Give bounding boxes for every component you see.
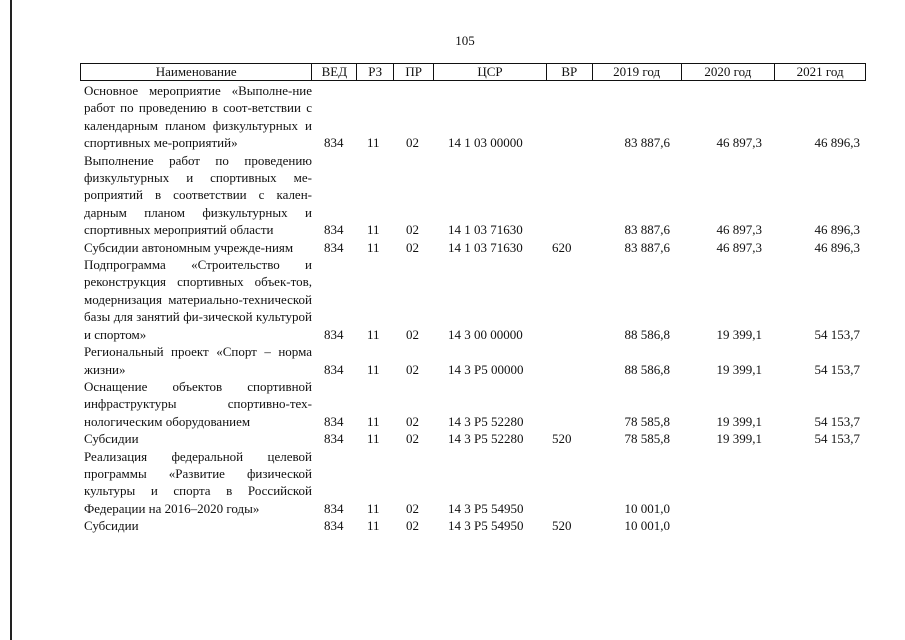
row-csr: 14 3 P5 52280	[448, 431, 524, 447]
table-row	[80, 152, 866, 239]
header-2021: 2021 год	[796, 64, 844, 79]
row-rz: 11	[367, 135, 380, 151]
row-ved: 834	[324, 361, 344, 377]
row-2020: 46 897,3	[716, 222, 762, 238]
row-pr: 02	[406, 431, 419, 447]
header-2019: 2019 год	[593, 64, 682, 80]
row-2019: 88 586,8	[624, 361, 670, 377]
table-row	[80, 239, 866, 256]
row-rz: 11	[367, 326, 380, 342]
row-2019: 83 887,6	[624, 135, 670, 151]
row-csr: 14 3 P5 54950	[448, 518, 524, 534]
row-pr: 02	[406, 500, 419, 516]
row-csr: 14 3 00 00000	[448, 326, 523, 342]
row-name: Подпрограмма «Строительство и реконструкция спортивных объек-тов, модернизация материально-технической базы для занятий фи-зической культурой и спортом»	[84, 257, 312, 342]
row-rz: 11	[367, 222, 380, 238]
row-pr: 02	[406, 326, 419, 342]
row-name: Основное мероприятие «Выполне-ние работ по проведению в соот-ветствии с календарным планом физкультурных и спортивных ме-роприятий»	[84, 83, 312, 151]
header-vr: ВР	[547, 64, 593, 80]
table-row	[80, 378, 866, 430]
table-body	[80, 82, 866, 535]
row-csr: 14 1 03 71630	[448, 222, 523, 238]
row-rz: 11	[367, 431, 380, 447]
row-2020: 46 897,3	[716, 135, 762, 151]
row-2021: 46 896,3	[814, 222, 860, 238]
row-name: Оснащение объектов спортивной инфраструктуры спортивно-тех-нологическим оборудованием	[84, 378, 312, 429]
row-name: Субсидии	[84, 518, 139, 534]
row-2019: 10 001,0	[624, 500, 670, 516]
table-row	[80, 517, 866, 534]
row-ved: 834	[324, 326, 344, 342]
header-pr: ПР	[394, 64, 434, 80]
header-csr: ЦСР	[434, 64, 547, 80]
row-pr: 02	[406, 518, 419, 534]
row-csr: 14 1 03 00000	[448, 135, 523, 151]
row-2019: 83 887,6	[624, 239, 670, 255]
row-rz: 11	[367, 413, 380, 429]
row-pr: 02	[406, 135, 419, 151]
row-2020: 19 399,1	[716, 413, 762, 429]
row-name: Субсидии автономным учрежде-ниям	[84, 239, 294, 255]
row-name: Выполнение работ по проведению физкультурных и спортивных ме-роприятий в соответствии с кален-дарным планом физкультурных и спортивных мероприятий области	[84, 152, 312, 238]
row-2021: 46 896,3	[814, 239, 860, 255]
table-row	[80, 256, 866, 343]
table-header-row	[80, 63, 866, 81]
row-csr: 14 3 P5 00000	[448, 361, 524, 377]
row-2020: 19 399,1	[716, 431, 762, 447]
row-2021: 54 153,7	[814, 326, 860, 342]
row-vr: 620	[552, 239, 572, 255]
row-2019: 88 586,8	[624, 326, 670, 342]
header-2020: 2020 год	[682, 64, 776, 80]
row-2019: 78 585,8	[624, 413, 670, 429]
row-name: Региональный проект «Спорт – норма жизни»	[84, 344, 312, 377]
row-pr: 02	[406, 239, 419, 255]
header-name: Наименование	[81, 64, 312, 80]
row-2020: 46 897,3	[716, 239, 762, 255]
row-rz: 11	[367, 518, 380, 534]
row-csr: 14 1 03 71630	[448, 239, 523, 255]
row-ved: 834	[324, 413, 344, 429]
row-rz: 11	[367, 500, 380, 516]
row-pr: 02	[406, 222, 419, 238]
row-2019: 78 585,8	[624, 431, 670, 447]
row-csr: 14 3 P5 52280	[448, 413, 524, 429]
row-2020: 19 399,1	[716, 361, 762, 377]
table-row	[80, 430, 866, 447]
row-ved: 834	[324, 222, 344, 238]
header-rz: РЗ	[357, 64, 394, 80]
table-row	[80, 82, 866, 152]
row-ved: 834	[324, 500, 344, 516]
row-ved: 834	[324, 518, 344, 534]
header-ved: ВЕД	[312, 64, 357, 80]
row-2021: 46 896,3	[814, 135, 860, 151]
row-pr: 02	[406, 413, 419, 429]
row-vr: 520	[552, 518, 572, 534]
row-rz: 11	[367, 239, 380, 255]
row-csr: 14 3 P5 54950	[448, 500, 524, 516]
row-pr: 02	[406, 361, 419, 377]
table-row	[80, 343, 866, 378]
row-ved: 834	[324, 239, 344, 255]
row-ved: 834	[324, 135, 344, 151]
row-2019: 83 887,6	[624, 222, 670, 238]
row-ved: 834	[324, 431, 344, 447]
row-vr: 520	[552, 431, 572, 447]
row-name: Реализация федеральной целевой программы «Развитие физической культуры и спорта в Российской Федерации на 2016–2020 годы»	[84, 448, 312, 516]
row-rz: 11	[367, 361, 380, 377]
table-row	[80, 448, 866, 518]
row-2021: 54 153,7	[814, 431, 860, 447]
row-name: Субсидии	[84, 431, 139, 447]
row-2020: 19 399,1	[716, 326, 762, 342]
page-number: 105	[455, 33, 475, 48]
page-left-edge-line	[10, 0, 12, 640]
row-2021: 54 153,7	[814, 413, 860, 429]
row-2019: 10 001,0	[624, 518, 670, 534]
row-2021: 54 153,7	[814, 361, 860, 377]
